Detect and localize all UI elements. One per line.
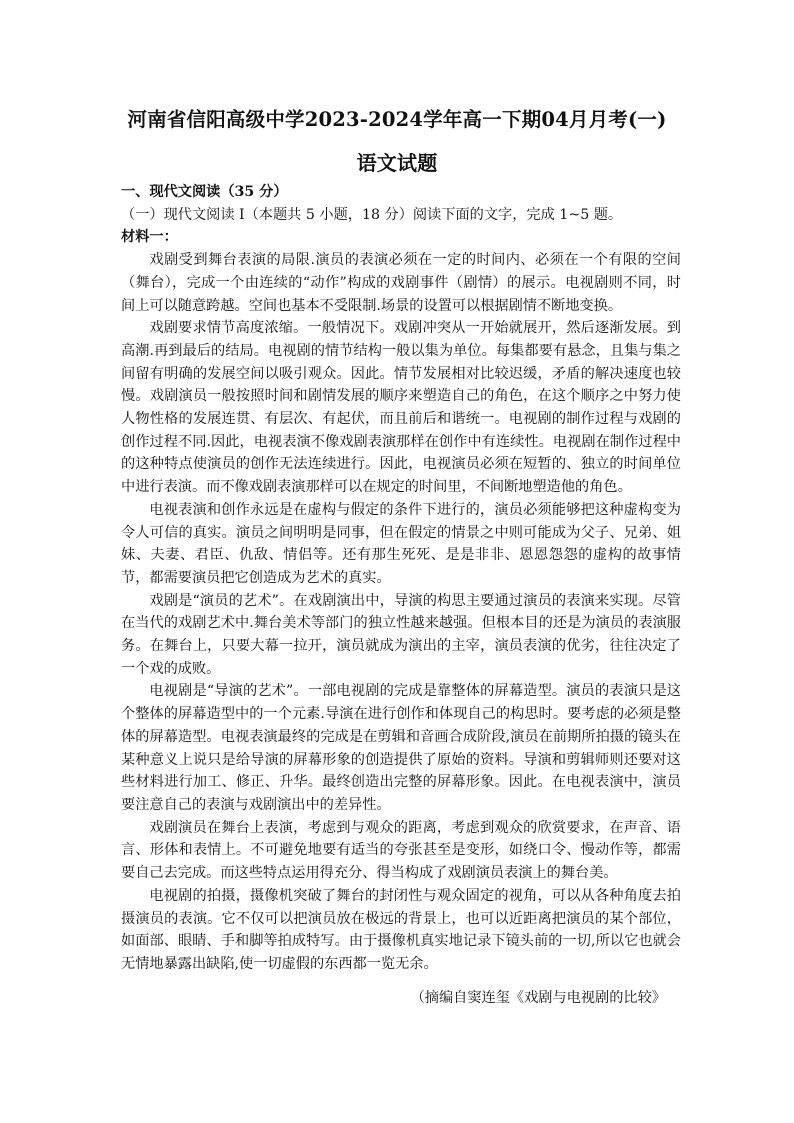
exam-title: 河南省信阳高级中学2023-2024学年高一下期04月月考(一) xyxy=(127,108,667,131)
paragraph-3: 电视表演和创作永远是在虚构与假定的条件下进行的，演员必须能够把这种虚构变为令人可信的真实。演员之间明明是同事，但在假定的情景之中则可能成为父子、兄弟、姐妹、夫妻、君臣、仇敌、情侣等。还有那生死死、是是非非、恩恩怨怨的虚构的故事情节，都需要演员把它创造成为艺术的真实。 xyxy=(121,501,681,586)
paragraph-6: 戏剧演员在舞台上表演，考虑到与观众的距离，考虑到观众的欣赏要求，在声音、语言、形体和表情上。不可避免地要有适当的夸张甚至是变形，如绕口令、慢动作等，都需要自己去完成。而这些特点运用得充分、得当构成了戏剧演员表演上的舞台美。 xyxy=(121,819,681,882)
source-citation: （摘编自窦连玺《戏剧与电视剧的比较》 xyxy=(410,990,666,1006)
exam-subject-title: 语文试题 xyxy=(356,151,438,175)
paragraph-7: 电视剧的拍摄，摄像机突破了舞台的封闭性与观众固定的视角，可以从各种角度去拍摄演员的表演。它不仅可以把演员放在极远的背景上，也可以近距离把演员的某个部位，如面部、眼睛、手和脚等拍成特写。由于摄像机真实地记录下镜头前的一切,所以它也就会无情地暴露出缺陷,使一切虚假的东西都一览无余。 xyxy=(121,887,681,972)
paragraph-5: 电视剧是“导演的艺术”。一部电视剧的完成是靠整体的屏幕造型。演员的表演只是这个整体的屏幕造型中的一个元素.导演在进行创作和体现自己的构思时。要考虑的必须是整体的屏幕造型。电视表演最终的完成是在剪辑和音画合成阶段,演员在前期所拍摄的镜头在某种意义上说只是给导演的屏幕形象的创造提供了原始的资料。导演和剪辑师则还要对这些材料进行加工、修正、升华。最终创造出完整的屏幕形象。因此。在电视表演中，演员要注意自己的表演与戏剧演出中的差异性。 xyxy=(121,683,681,813)
reading-section xyxy=(121,181,681,976)
section-heading: 一、现代文阅读（35 分） xyxy=(121,184,288,200)
material-label: 材料一： xyxy=(121,229,178,246)
paragraph-4: 戏剧是“演员的艺术”。在戏剧演出中，导演的构思主要通过演员的表演来实现。尽管在当代的戏剧艺术中.舞台美术等部门的独立性越来越强。但根本目的还是为演员的表演服务。在舞台上，只要大幕一拉开，演员就成为演出的主宰，演员表演的优劣，往往决定了一个戏的成败。 xyxy=(121,592,681,677)
subsection-instructions: （一）现代文阅读 I（本题共 5 小题，18 分）阅读下面的文字，完成 1~5 题。 xyxy=(121,206,623,223)
paragraph-2: 戏剧要求情节高度浓缩。一般情况下。戏剧冲突从一开始就展开，然后逐渐发展。到高潮.再到最后的结局。电视剧的情节结构一般以集为单位。每集都要有悬念，且集与集之间留有明确的发展空间以吸引观众。因此。情节发展相对比较迟缓，矛盾的解决速度也较慢。戏剧演员一般按照时间和剧情发展的顺序来塑造自己的角色，在这个顺序之中努力使人物性格的发展连贯、有层次、有起伏，而且前后和谐统一。电视剧的制作过程与戏剧的创作过程不同.因此，电视表演不像戏剧表演那样在创作中有连续性。电视剧在制作过程中的这种特点使演员的创作无法连续进行。因此，电视演员必须在短暂的、独立的时间单位中进行表演。而不像戏剧表演那样可以在规定的时间里，不间断地塑造他的角色。 xyxy=(121,320,681,496)
paragraph-1: 戏剧受到舞台表演的局限.演员的表演必须在一定的时间内、必须在一个有限的空间（舞台），完成一个由连续的“动作”构成的戏剧事件（剧情）的展示。电视剧则不同，时间上可以随意跨越。空间也基本不受限制.场景的设置可以根据剧情不断地变换。 xyxy=(121,252,681,314)
